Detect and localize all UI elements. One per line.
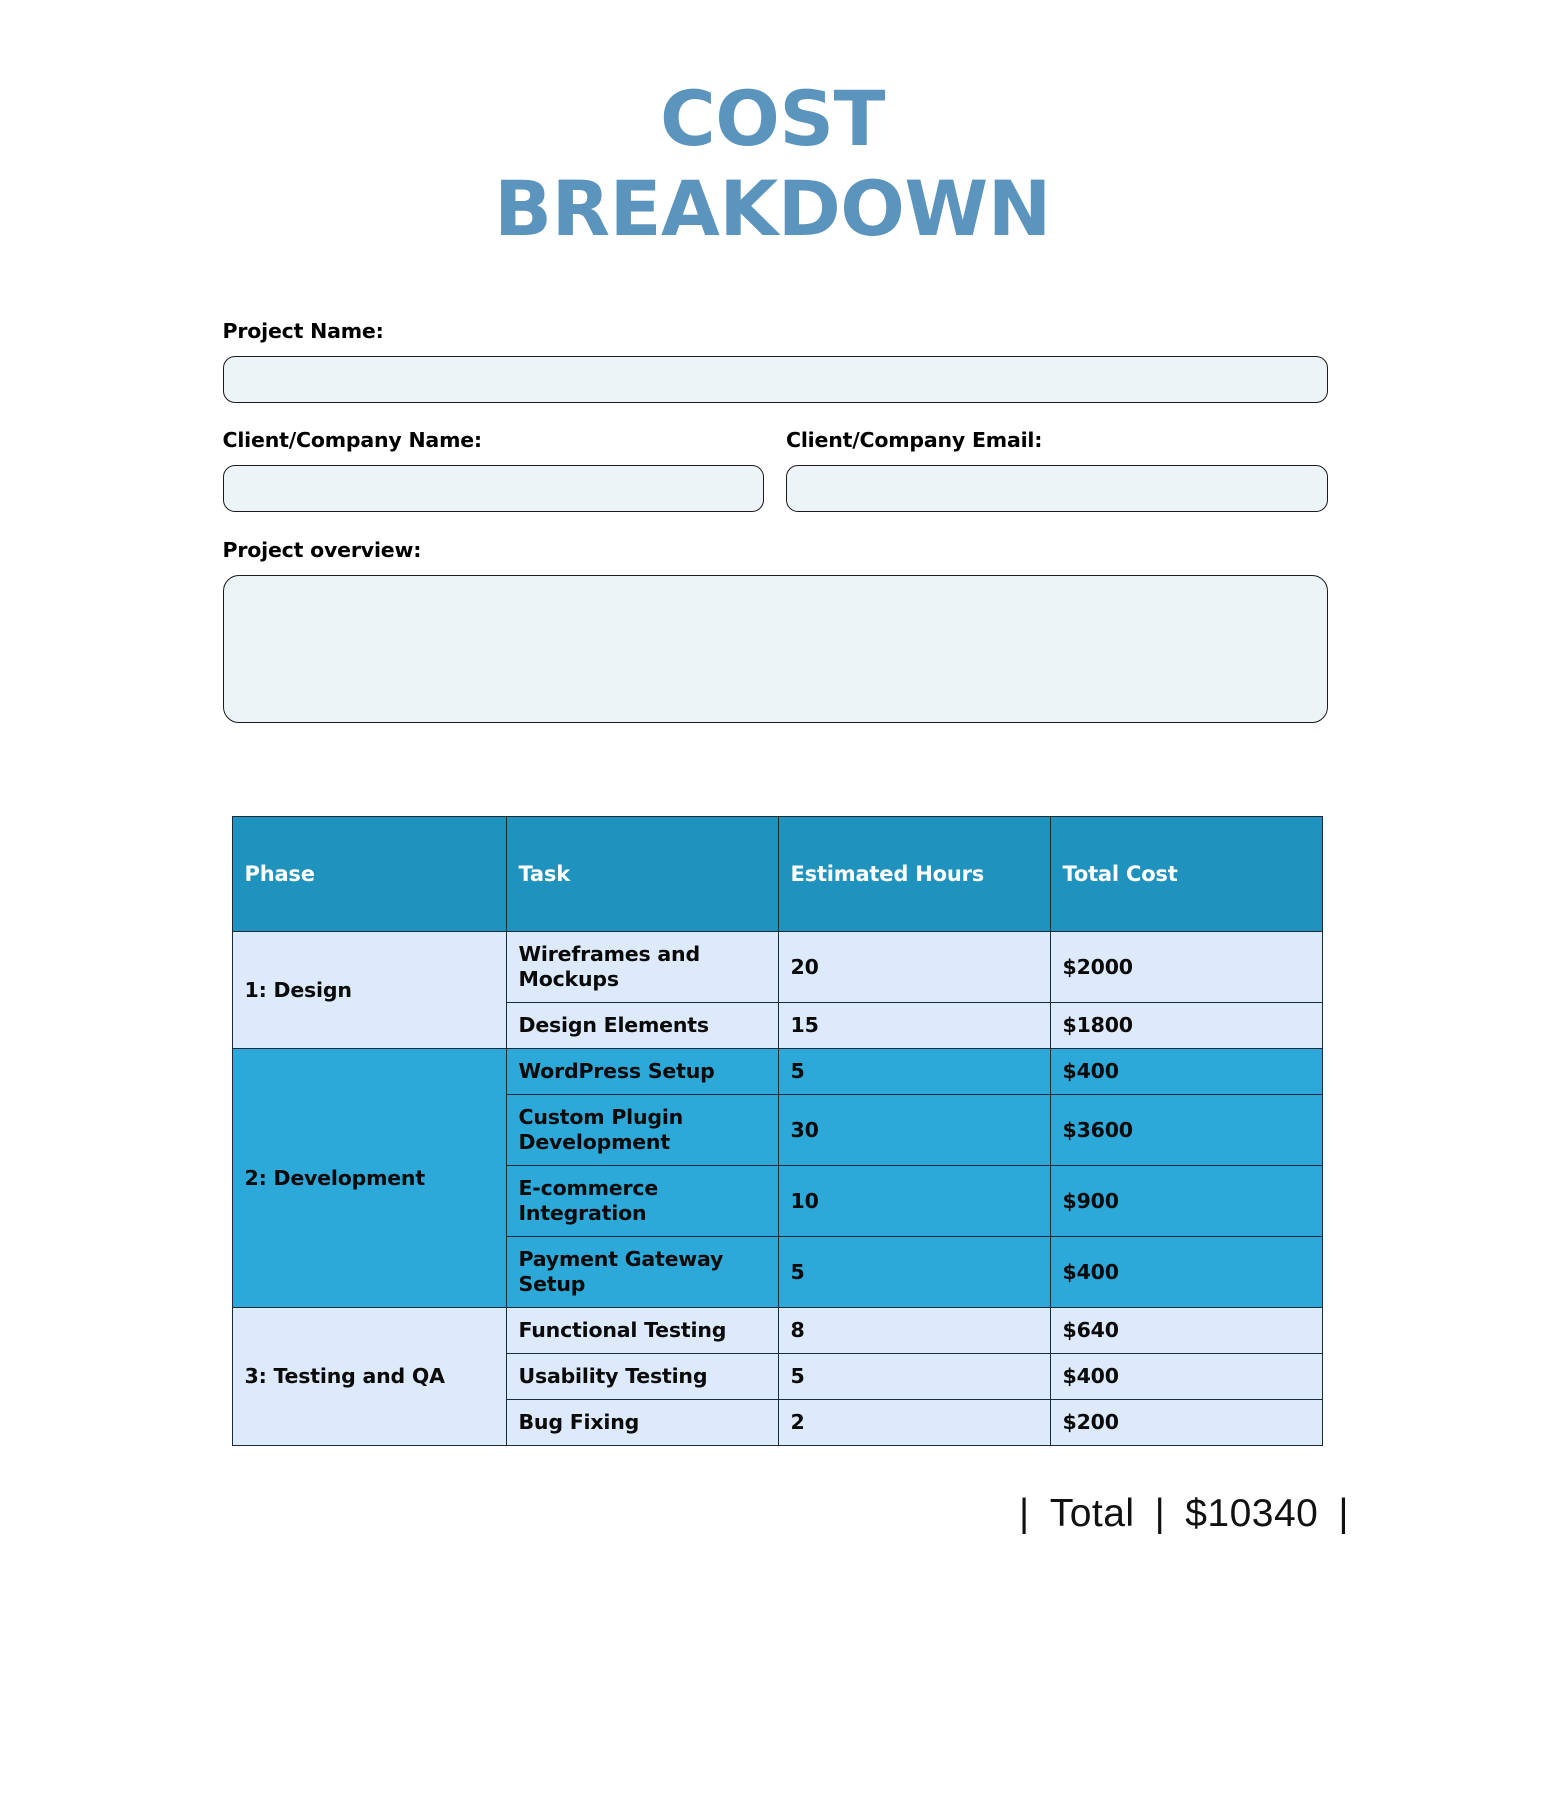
title-block [0, 0, 1545, 253]
cell-task: Custom Plugin Development [506, 1095, 778, 1166]
client-email-label: Client/Company Email: [786, 428, 1043, 453]
column-header-phase: Phase [232, 817, 506, 932]
cell-phase: 2: Development [232, 1049, 506, 1308]
table-body [232, 932, 1322, 1446]
cost-table-wrapper [228, 816, 1318, 1446]
cell-cost: $2000 [1050, 932, 1322, 1003]
cell-cost: $400 [1050, 1354, 1322, 1400]
column-header-hours: Estimated Hours [778, 817, 1050, 932]
cell-cost: $1800 [1050, 1003, 1322, 1049]
project-name-label: Project Name: [222, 319, 384, 344]
title-line-2: BREAKDOWN [494, 163, 1051, 253]
cell-hours: 15 [778, 1003, 1050, 1049]
column-header-cost: Total Cost [1050, 817, 1322, 932]
table-header-row [232, 817, 1322, 932]
table-head [232, 817, 1322, 932]
total-pipe-left: | [1019, 1492, 1030, 1536]
column-header-task: Task [506, 817, 778, 932]
cell-cost: $200 [1050, 1400, 1322, 1446]
total-pipe-right: | [1338, 1492, 1349, 1536]
cell-task: Wireframes and Mockups [506, 932, 778, 1003]
cell-phase: 1: Design [232, 932, 506, 1049]
cell-cost: $3600 [1050, 1095, 1322, 1166]
cell-task: WordPress Setup [506, 1049, 778, 1095]
cell-cost: $900 [1050, 1166, 1322, 1237]
project-overview-group [223, 538, 1328, 723]
table-row [232, 1049, 1322, 1095]
project-name-group [223, 319, 1328, 403]
cell-hours: 5 [778, 1354, 1050, 1400]
cell-hours: 30 [778, 1095, 1050, 1166]
table-row [232, 1308, 1322, 1354]
page-title [0, 74, 1545, 253]
project-overview-label: Project overview: [222, 538, 422, 563]
cell-task: Payment Gateway Setup [506, 1237, 778, 1308]
cell-cost: $400 [1050, 1049, 1322, 1095]
cell-cost: $400 [1050, 1237, 1322, 1308]
client-email-group [786, 428, 1328, 512]
cell-task: Design Elements [506, 1003, 778, 1049]
title-line-1: COST [660, 74, 885, 163]
client-fields-row [223, 428, 1328, 512]
grand-total [0, 1492, 1545, 1536]
form-area [218, 319, 1328, 723]
client-name-label: Client/Company Name: [222, 428, 482, 453]
cell-hours: 10 [778, 1166, 1050, 1237]
total-label: Total [1049, 1492, 1135, 1536]
project-name-input[interactable] [223, 356, 1328, 403]
cell-task: Bug Fixing [506, 1400, 778, 1446]
cell-phase: 3: Testing and QA [232, 1308, 506, 1446]
cell-cost: $640 [1050, 1308, 1322, 1354]
cell-hours: 5 [778, 1237, 1050, 1308]
client-email-input[interactable] [786, 465, 1328, 512]
cell-hours: 8 [778, 1308, 1050, 1354]
cost-breakdown-table [232, 816, 1323, 1446]
cell-hours: 5 [778, 1049, 1050, 1095]
client-name-group [223, 428, 765, 512]
cell-hours: 20 [778, 932, 1050, 1003]
total-amount: $10340 [1185, 1492, 1319, 1536]
total-pipe-mid: | [1154, 1492, 1166, 1536]
client-name-input[interactable] [223, 465, 765, 512]
table-row [232, 932, 1322, 1003]
project-overview-input[interactable] [223, 575, 1328, 723]
cell-task: E-commerce Integration [506, 1166, 778, 1237]
cell-task: Usability Testing [506, 1354, 778, 1400]
cell-task: Functional Testing [506, 1308, 778, 1354]
cell-hours: 2 [778, 1400, 1050, 1446]
